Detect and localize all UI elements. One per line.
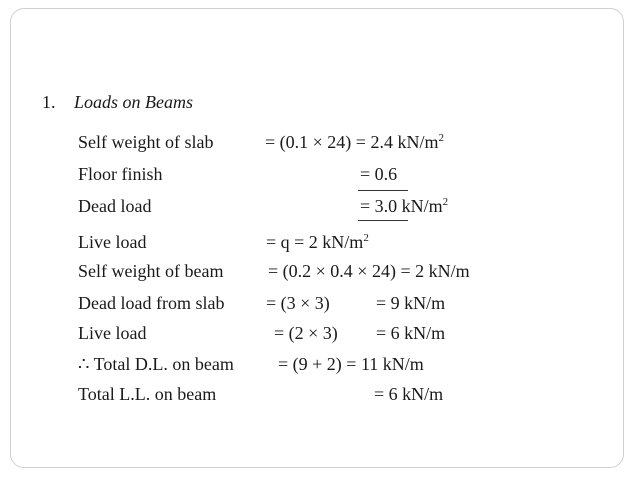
row-label: Self weight of slab bbox=[78, 132, 214, 152]
row-label: Dead load bbox=[78, 196, 152, 216]
row-value: = 6 kN/m bbox=[374, 384, 444, 404]
section-heading bbox=[42, 92, 193, 113]
section-title: Loads on Beams bbox=[74, 92, 194, 112]
row-label: Dead load from slab bbox=[78, 293, 225, 313]
sum-rule-bottom bbox=[358, 220, 408, 221]
row-value: = (0.1 × 24) = 2.4 $kN/m^2$ bbox=[265, 132, 444, 152]
row-label: ∴ Total D.L. on beam bbox=[78, 354, 234, 374]
row-result: = 9 kN/m bbox=[376, 293, 446, 313]
row-value: = q = 2 $kN/m^2$ bbox=[266, 232, 369, 252]
row-result: = 6 kN/m bbox=[376, 323, 446, 343]
row-value: = 0.6 bbox=[360, 164, 398, 184]
row-value: = 3.0 $kN/m^2$ bbox=[360, 196, 449, 216]
row-label: Self weight of beam bbox=[78, 261, 224, 281]
row-label: Floor finish bbox=[78, 164, 163, 184]
row-value: = (3 × 3) bbox=[266, 293, 330, 313]
row-label: Live load bbox=[78, 232, 147, 252]
row-label: Total L.L. on beam bbox=[78, 384, 217, 404]
row-label: Live load bbox=[78, 323, 147, 343]
section-number: 1. bbox=[42, 92, 56, 112]
row-value: = (0.2 × 0.4 × 24) = 2 kN/m bbox=[268, 261, 470, 281]
row-value: = (2 × 3) bbox=[274, 323, 338, 343]
row-value: = (9 + 2) = 11 kN/m bbox=[278, 354, 424, 374]
sum-rule-top bbox=[358, 190, 408, 191]
